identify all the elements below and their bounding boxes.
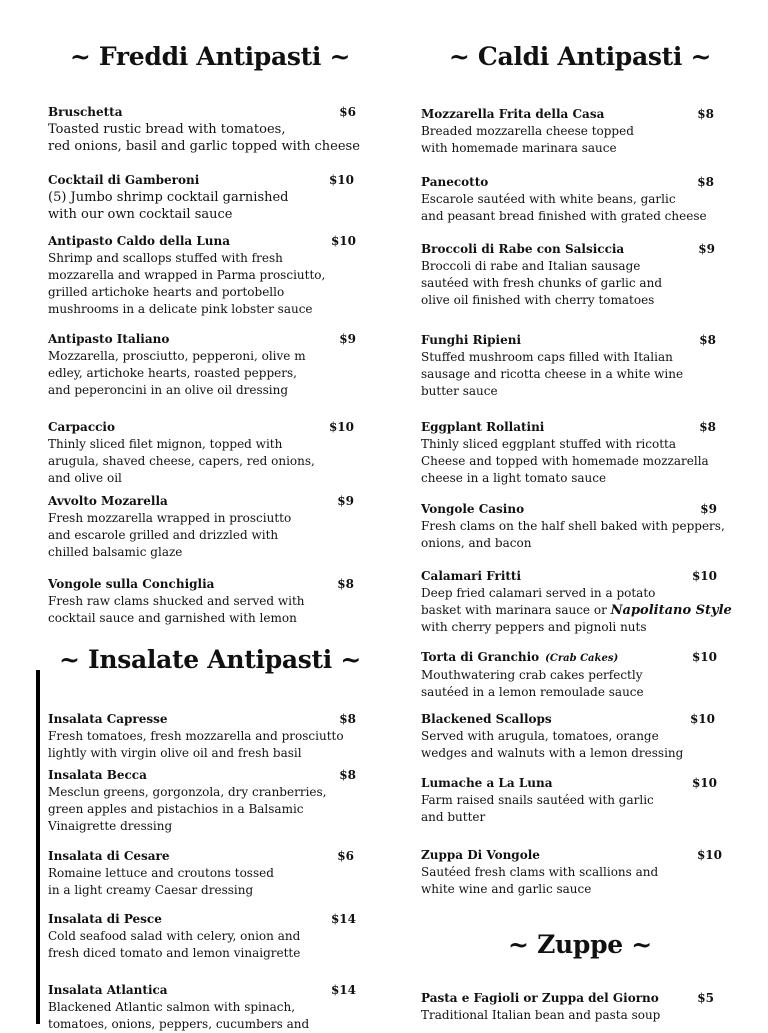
menu-item-cocktail-di-gamberoni xyxy=(48,172,354,223)
item-description: Blackened Atlantic salmon with spinach, tomatoes, onions, peppers, cucumbers and xyxy=(48,1000,310,1031)
menu-item-funghi-ripieni xyxy=(421,332,716,400)
item-name: Insalata di Cesare xyxy=(48,849,170,863)
menu-item-vongole-casino xyxy=(421,501,725,552)
menu-item-insalata-di-cesare xyxy=(48,848,354,899)
item-name: Lumache a La Luna xyxy=(421,776,553,790)
item-description: Broccoli di rabe and Italian sausage sautéed with fresh chunks of garlic and olive oil finished with cherry tomatoes xyxy=(421,259,662,307)
item-subtitle: (Crab Cakes) xyxy=(545,653,619,664)
item-description: Fresh raw clams shucked and served with cocktail sauce and garnished with lemon xyxy=(48,594,305,625)
item-description: Stuffed mushroom caps filled with Italian sausage and ricotta cheese in a white wine butter sauce xyxy=(421,350,684,398)
item-price: $8 xyxy=(339,712,356,726)
item-price: $10 xyxy=(691,650,717,664)
item-name: Avvolto Mozarella xyxy=(48,494,168,508)
menu-item-vongole-sulla-conchiglia xyxy=(48,576,354,627)
menu-item-panecotto xyxy=(421,174,714,225)
item-name: Carpaccio xyxy=(48,420,115,434)
item-description: Served with arugula, tomatoes, orange wedges and walnuts with a lemon dressing xyxy=(421,729,684,760)
item-name: Antipasto Italiano xyxy=(48,332,170,346)
item-description: Cold seafood salad with celery, onion and fresh diced tomato and lemon vinaigrette xyxy=(48,929,301,960)
item-price: $9 xyxy=(337,494,354,508)
item-price: $14 xyxy=(330,912,356,926)
item-name: Insalata di Pesce xyxy=(48,912,162,926)
item-name: Bruschetta xyxy=(48,105,123,119)
decorative-vertical-rule xyxy=(36,670,40,1024)
item-description: Mozzarella, prosciutto, pepperoni, olive m edley, artichoke hearts, roasted peppers, and peperoncini in an olive oil dressing xyxy=(48,349,306,397)
item-price: $8 xyxy=(699,333,716,347)
item-description: Farm raised snails sautéed with garlic and butter xyxy=(421,793,654,824)
menu-item-insalata-capresse xyxy=(48,711,356,762)
item-name: Insalata Becca xyxy=(48,768,147,782)
item-description: Deep fried calamari served in a potato basket with marinara sauce or Napolitano Style with cherry peppers and pignoli nuts xyxy=(421,586,732,634)
item-description: Fresh tomatoes, fresh mozzarella and prosciutto lightly with virgin olive oil and fresh basil xyxy=(48,729,344,760)
item-description: Toasted rustic bread with tomatoes, red onions, basil and garlic topped with cheese xyxy=(48,122,360,154)
item-price: $10 xyxy=(691,776,717,790)
item-price: $10 xyxy=(691,569,717,583)
item-name: Insalata Capresse xyxy=(48,712,168,726)
item-price: $10 xyxy=(328,173,354,187)
item-price: $9 xyxy=(339,332,356,346)
item-price: $14 xyxy=(330,983,356,997)
item-price: $9 xyxy=(700,502,717,516)
item-name: Blackened Scallops xyxy=(421,712,552,726)
menu-item-mozzarella-frita-della-casa xyxy=(421,106,714,157)
item-description: (5) Jumbo shrimp cocktail garnished with our own cocktail sauce xyxy=(48,190,289,222)
item-price: $8 xyxy=(337,577,354,591)
item-price: $10 xyxy=(696,848,722,862)
item-name: Cocktail di Gamberoni xyxy=(48,173,200,187)
item-name: Zuppa Di Vongole xyxy=(421,848,540,862)
menu-item-insalata-becca xyxy=(48,767,356,835)
section-title-freddi-antipasti: ~ Freddi Antipasti ~ xyxy=(69,42,351,71)
menu-item-antipasto-caldo-della-luna xyxy=(48,233,356,318)
item-price: $8 xyxy=(339,768,356,782)
item-description: Romaine lettuce and croutons tossed in a light creamy Caesar dressing xyxy=(48,866,274,897)
item-description: Shrimp and scallops stuffed with fresh mozzarella and wrapped in Parma prosciutto, grilled artichoke hearts and portobello mushrooms in a delicate pink lobster sauce xyxy=(48,251,326,316)
item-price: $6 xyxy=(337,849,354,863)
section-title-zuppe: ~ Zuppe ~ xyxy=(508,930,652,959)
item-price: $5 xyxy=(697,991,714,1005)
item-price: $8 xyxy=(699,420,716,434)
item-description: Mouthwatering crab cakes perfectly sautéed in a lemon remoulade sauce xyxy=(421,668,644,699)
item-name: Antipasto Caldo della Luna xyxy=(48,234,230,248)
menu-item-lumache-a-la-luna xyxy=(421,775,717,826)
menu-item-torta-di-granchio xyxy=(421,649,717,701)
menu-item-antipasto-italiano xyxy=(48,331,356,399)
menu-item-avvolto-mozarella xyxy=(48,493,354,561)
item-name: Panecotto xyxy=(421,175,489,189)
napolitano-style-emphasis: Napolitano Style xyxy=(610,603,732,618)
item-description: Escarole sautéed with white beans, garlic and peasant bread finished with grated cheese xyxy=(421,192,707,223)
item-price: $8 xyxy=(697,107,714,121)
item-name: Insalata Atlantica xyxy=(48,983,168,997)
item-description: Mesclun greens, gorgonzola, dry cranberries, green apples and pistachios in a Balsamic Vinaigrette dressing xyxy=(48,785,327,833)
item-name: Eggplant Rollatini xyxy=(421,420,545,434)
item-name: Calamari Fritti xyxy=(421,569,522,583)
item-description: Fresh mozzarella wrapped in prosciutto and escarole grilled and drizzled with chilled balsamic glaze xyxy=(48,511,292,559)
item-description: Thinly sliced filet mignon, topped with arugula, shaved cheese, capers, red onions, and olive oil xyxy=(48,437,315,485)
item-price: $10 xyxy=(330,234,356,248)
menu-item-calamari-fritti xyxy=(421,568,732,636)
item-price: $8 xyxy=(697,175,714,189)
menu-item-broccoli-di-rabe-con-salsiccia xyxy=(421,241,715,309)
item-price: $10 xyxy=(328,420,354,434)
item-name: Funghi Ripieni xyxy=(421,333,522,347)
item-name: Pasta e Fagioli or Zuppa del Giorno xyxy=(421,991,659,1005)
item-name: Broccoli di Rabe con Salsiccia xyxy=(421,242,625,256)
section-title-caldi-antipasti: ~ Caldi Antipasti ~ xyxy=(448,42,712,71)
menu-item-bruschetta xyxy=(48,104,360,155)
menu-item-insalata-atlantica xyxy=(48,982,356,1033)
item-description: Thinly sliced eggplant stuffed with ricotta Cheese and topped with homemade mozzarella cheese in a light tomato sauce xyxy=(421,437,709,485)
item-name: Torta di Granchio (Crab Cakes) xyxy=(421,650,619,664)
item-description: Fresh clams on the half shell baked with peppers, onions, and bacon xyxy=(421,519,725,550)
item-description: Breaded mozzarella cheese topped with homemade marinara sauce xyxy=(421,124,634,155)
item-name: Mozzarella Frita della Casa xyxy=(421,107,605,121)
menu-item-blackened-scallops xyxy=(421,711,715,762)
menu-item-pasta-e-fagioli xyxy=(421,990,714,1024)
menu-item-zuppa-di-vongole xyxy=(421,847,722,898)
menu-item-insalata-di-pesce xyxy=(48,911,356,962)
section-title-insalate-antipasti: ~ Insalate Antipasti ~ xyxy=(58,645,362,674)
item-name: Vongole sulla Conchiglia xyxy=(48,577,215,591)
item-description: Traditional Italian bean and pasta soup xyxy=(421,1008,661,1022)
item-price: $6 xyxy=(339,105,356,119)
menu-item-eggplant-rollatini xyxy=(421,419,716,487)
item-price: $10 xyxy=(689,712,715,726)
item-price: $9 xyxy=(698,242,715,256)
item-description: Sautéed fresh clams with scallions and white wine and garlic sauce xyxy=(421,865,659,896)
item-name: Vongole Casino xyxy=(421,502,525,516)
menu-item-carpaccio xyxy=(48,419,354,487)
